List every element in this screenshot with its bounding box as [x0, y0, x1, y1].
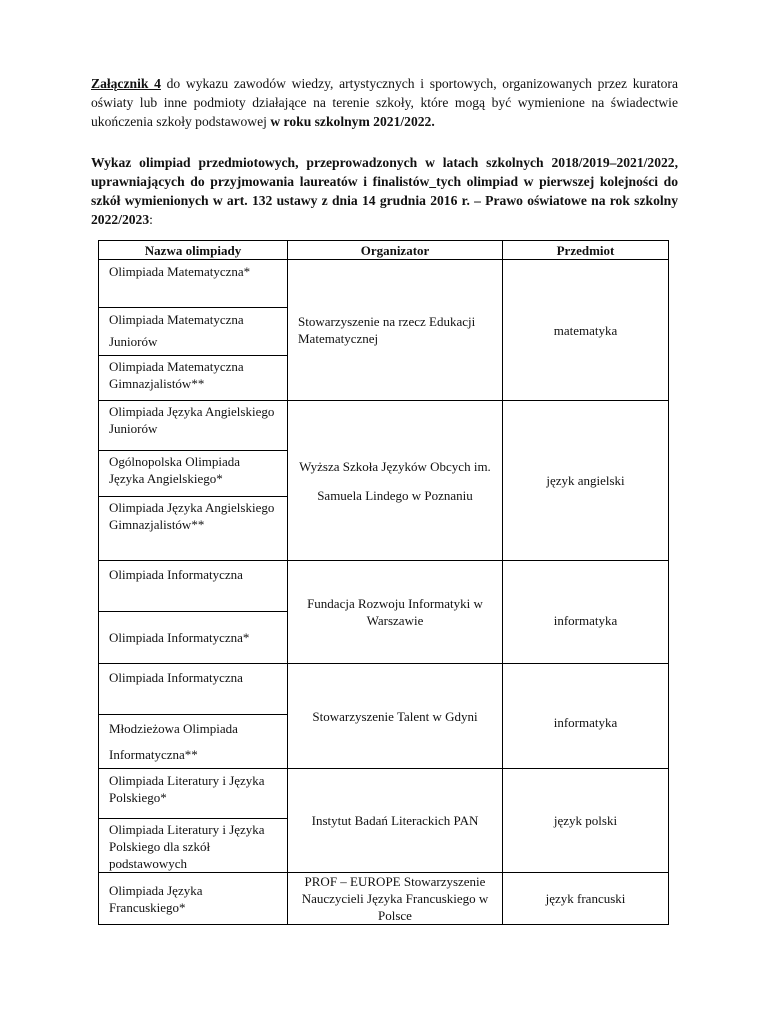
list-heading-text: Wykaz olimpiad przedmiotowych, przeprowadzonych w latach szkolnych 2018/2019–2021/2022, uprawniających do przyjmowania laureatów i finalistów_tych olimpiad w pierwszej kolejności do szkół wymienionych w art. 132 ustawy z dnia 14 grudnia 2016 r. – Prawo oświatowe na rok szkolny 2022/2023 [91, 155, 678, 227]
organizer-cell: Instytut Badań Literackich PAN [288, 769, 503, 873]
olympiad-name-cell: Olimpiada Informatyczna* [99, 612, 288, 664]
olympiad-name-cell: Olimpiada Języka Francuskiego* [99, 873, 288, 925]
subject-cell: język angielski [503, 401, 669, 561]
intro-school-year: w roku szkolnym 2021/2022. [270, 114, 435, 129]
organizer-cell: Stowarzyszenie na rzecz Edukacji Matematycznej [288, 260, 503, 401]
list-heading-colon: : [149, 212, 153, 227]
list-heading [91, 153, 678, 229]
subject-cell: język polski [503, 769, 669, 873]
organizer-cell: PROF – EUROPE Stowarzyszenie Nauczycieli Języka Francuskiego w Polsce [288, 873, 503, 925]
table-row [99, 769, 669, 819]
organizer-cell: Fundacja Rozwoju Informatyki w Warszawie [288, 561, 503, 664]
olympiad-name-cell: Olimpiada Literatury i Języka Polskiego* [99, 769, 288, 819]
subject-cell: informatyka [503, 561, 669, 664]
organizer-cell: Stowarzyszenie Talent w Gdyni [288, 664, 503, 769]
olympiad-name-cell: Olimpiada Matematyczna Gimnazjalistów** [99, 356, 288, 401]
olympiad-name-cell: Olimpiada Informatyczna [99, 561, 288, 612]
table-header-row [99, 241, 669, 260]
header-subject: Przedmiot [503, 241, 669, 260]
header-olympiad-name: Nazwa olimpiady [99, 241, 288, 260]
olympiad-table [98, 240, 669, 925]
olympiad-name-cell: Olimpiada Literatury i Języka Polskiego dla szkół podstawowych [99, 819, 288, 873]
header-organizer: Organizator [288, 241, 503, 260]
olympiad-name-cell: Olimpiada Informatyczna [99, 664, 288, 715]
table-row [99, 260, 669, 308]
annex-label: Załącznik 4 [91, 76, 161, 91]
olympiad-name-cell: Olimpiada Języka Angielskiego Gimnazjalistów** [99, 497, 288, 561]
olympiad-name-cell: Ogólnopolska Olimpiada Języka Angielskiego* [99, 451, 288, 497]
table-row [99, 401, 669, 451]
olympiad-name-cell: Olimpiada Języka Angielskiego Juniorów [99, 401, 288, 451]
olympiad-name-cell: Olimpiada Matematyczna Juniorów [99, 308, 288, 356]
table-row [99, 561, 669, 612]
subject-cell: język francuski [503, 873, 669, 925]
olympiad-name-cell: Olimpiada Matematyczna* [99, 260, 288, 308]
table-row [99, 664, 669, 715]
intro-text: do wykazu zawodów wiedzy, artystycznych i sportowych, organizowanych przez kuratora oświaty lub inne podmioty działające na terenie szkoły, które mogą być wymienione na świadectwie ukończenia szkoły podstawowej [91, 76, 678, 129]
table-row [99, 873, 669, 925]
organizer-cell: Wyższa Szkoła Języków Obcych im. Samuela Lindego w Poznaniu [288, 401, 503, 561]
subject-cell: matematyka [503, 260, 669, 401]
subject-cell: informatyka [503, 664, 669, 769]
intro-paragraph [91, 74, 678, 131]
olympiad-name-cell: Młodzieżowa Olimpiada Informatyczna** [99, 715, 288, 769]
